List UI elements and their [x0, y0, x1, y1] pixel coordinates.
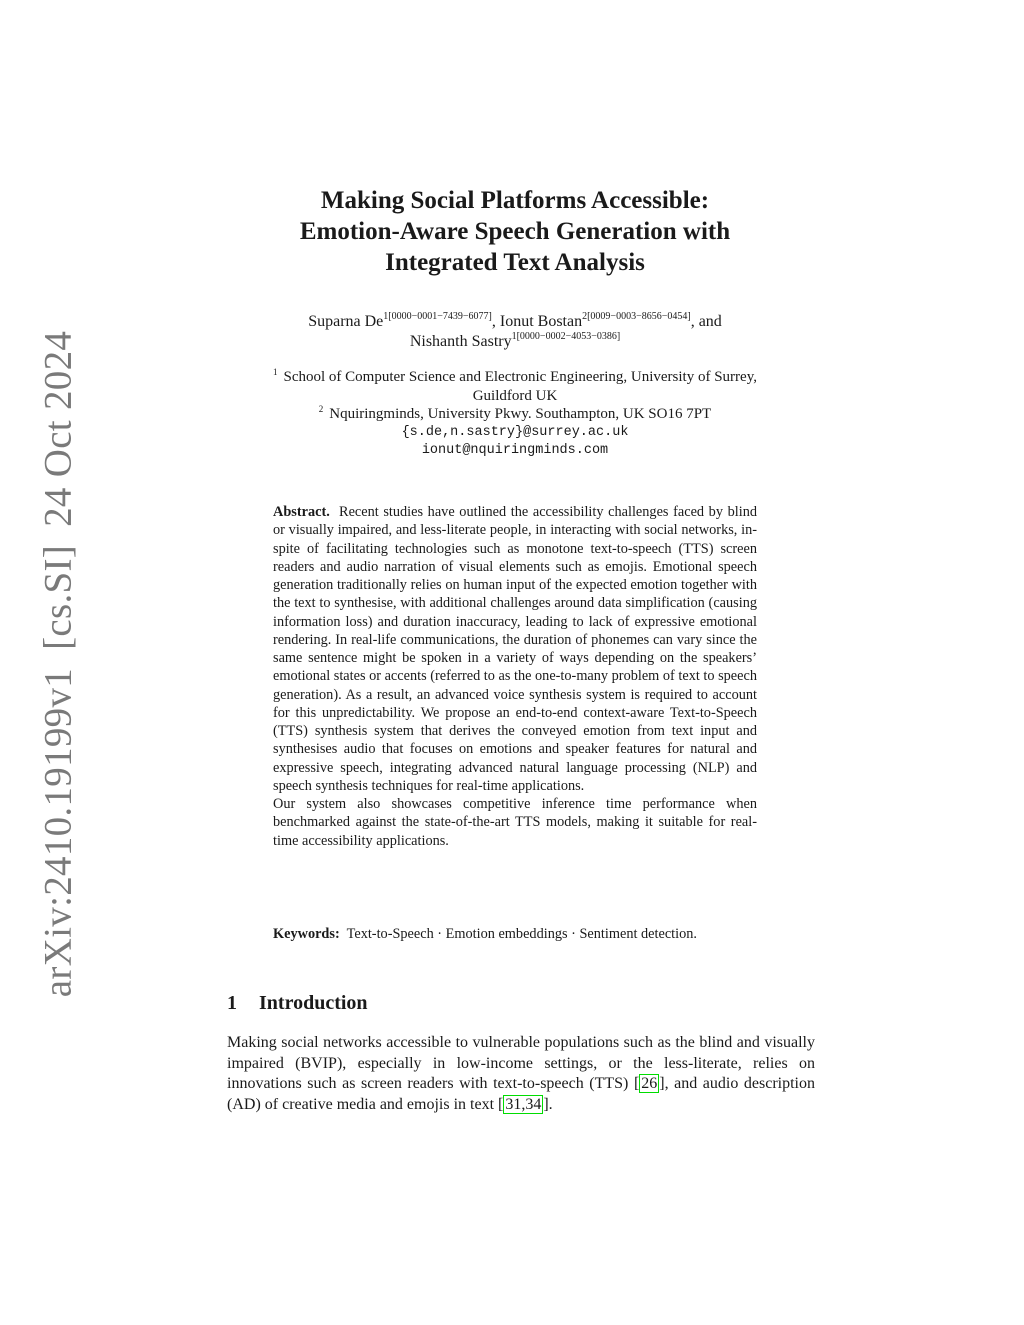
abstract-text: Our system also showcases competitive inference time performance when benchmarked against the state-of-the-art TTS models, making it suitable for real-time accessibility applications.: [273, 796, 757, 849]
paper-title: [230, 185, 800, 278]
abstract-text: Recent studies have outlined the accessibility challenges faced by blind or visually impaired, and less-literate people, in interacting with social networks, in-spite of facilitating technologies such as monotone text-to-speech (TTS) screen readers and audio narration of visual elements such as emojis. Emotional speech generation traditionally relies on human input of the expected emotion together with the text to synthesise, with additional challenges around data simplification (causing information loss) and duration inaccuracy, leading to lack of expressive emotional rendering. In real-life communications, the duration of phonemes can vary since the same sentence might be spoken in a variety of ways depending on the speakers’ emotional states or accents (referred to as the one-to-many problem of text to speech generation). As a result, an advanced voice synthesis system is required to account for this unpredictability. We propose an end-to-end context-aware Text-to-Speech (TTS) synthesis system that derives the conveyed emotion from text input and synthesises audio that focuses on emotions and speaker features for natural and expressive speech, integrating advanced natural language processing (NLP) and speech synthesis techniques for real-time applications.: [273, 504, 757, 794]
section-title: Introduction: [259, 992, 368, 1014]
affiliation-text: School of Computer Science and Electronic Engineering, University of Surrey,: [283, 369, 757, 385]
keywords: [273, 925, 757, 943]
author-orcid[interactable]: 1[0000−0001−7439−6077]: [383, 311, 492, 322]
intro-text: Making social networks accessible to vulnerable populations such as the blind and visually impaired (BVIP), especially in low-income settings, or the less-literate, relies on innovations such as screen readers with text-to-speech (TTS): [227, 1034, 815, 1092]
title-line: Integrated Text Analysis: [385, 249, 645, 276]
author-name: Nishanth Sastry: [409, 333, 512, 350]
abstract-label: Abstract.: [273, 504, 330, 520]
email-address[interactable]: ionut@nquiringminds.com: [421, 443, 609, 458]
affiliations: [210, 368, 820, 461]
email-address[interactable]: {s.de,n.sastry}@surrey.ac.uk: [401, 424, 629, 440]
title-line: Making Social Platforms Accessible:: [320, 187, 710, 214]
intro-text: , and audio description (AD) of creative media and emojis in text: [227, 1075, 815, 1113]
author-orcid[interactable]: 2[0009−0003−8656−0454]: [582, 311, 691, 322]
citation-link[interactable]: 31,34: [505, 1095, 542, 1113]
intro-text: .: [548, 1095, 553, 1113]
arxiv-date: 24 Oct 2024: [36, 330, 80, 527]
author-conjunction: , and: [690, 313, 722, 330]
affiliation-mark: 1: [273, 367, 278, 377]
abstract: [273, 503, 757, 850]
affiliation-text: Nquiringminds, University Pkwy. Southampton, UK SO16 7PT: [329, 406, 712, 422]
intro-paragraph: Making social networks accessible to vulnerable populations such as the blind and visually impaired (BVIP), especially in low-income settings, or the less-literate, relies on innovations such as screen readers with text-to-speech (TTS) [ 26 ], and audio description (AD) of creative media and emojis in text [ 31,34 ].: [227, 1034, 815, 1113]
arxiv-category: [cs.SI]: [36, 544, 80, 650]
author-orcid[interactable]: 1[0000−0002−4053−0386]: [511, 331, 621, 342]
arxiv-stamp: [36, 313, 81, 997]
affiliation-mark: 2: [318, 404, 324, 414]
keywords-text: Text-to-Speech · Emotion embeddings · Sentiment detection.: [346, 926, 697, 942]
title-line: Emotion-Aware Speech Generation with: [299, 218, 731, 245]
arxiv-id[interactable]: arXiv:2410.19199v1: [36, 667, 80, 998]
section-heading: [227, 992, 368, 1015]
citation-link[interactable]: 26: [641, 1075, 658, 1092]
author-name: Ionut Bostan: [499, 313, 583, 330]
affiliation-text: Guildford UK: [472, 387, 558, 404]
author-name: Suparna De: [308, 313, 384, 330]
keywords-label: Keywords:: [273, 926, 340, 942]
section-number: 1: [227, 992, 237, 1014]
author-list: Suparna $De^{1[0000-0001-7439-6077]}$, Ionut Bostan$^{2[0009-0003-8656-0454]}$, and Nishanth Sastry$^{1[0000-0002-4053-0386]}$: [308, 311, 722, 350]
